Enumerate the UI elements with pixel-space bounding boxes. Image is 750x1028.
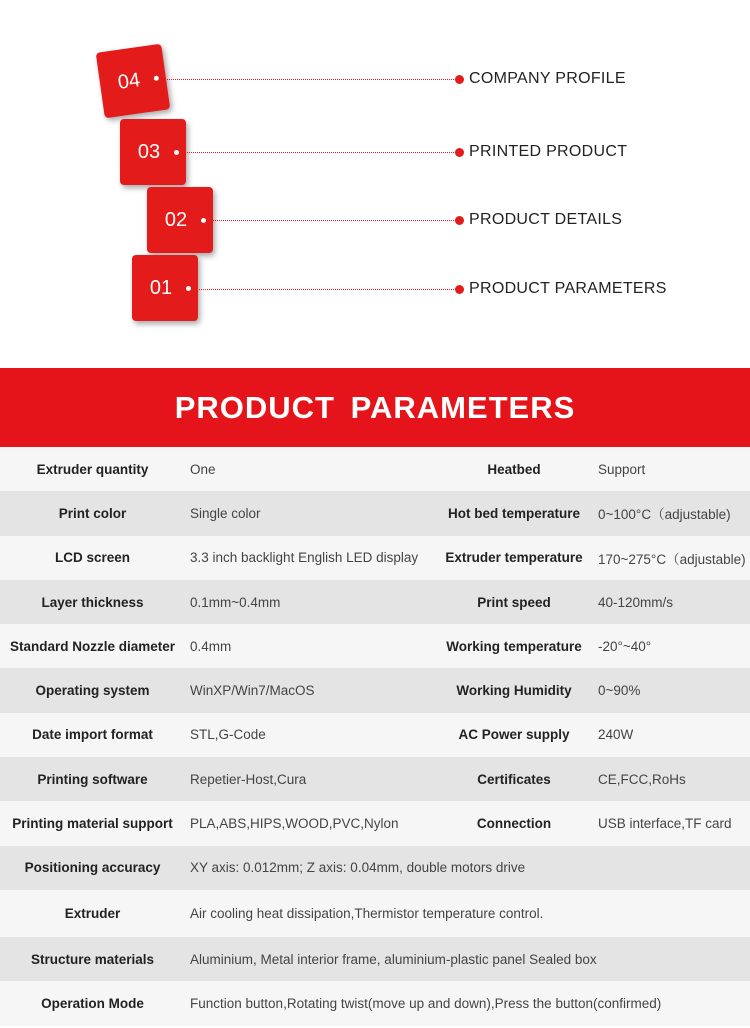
param-value: USB interface,TF card <box>598 816 732 832</box>
section-banner-title: PRODUCT PARAMETERS <box>0 368 750 447</box>
parameters-table <box>0 447 750 1026</box>
param-label: Connection <box>476 816 552 832</box>
nav-number: 01 <box>149 277 173 299</box>
nav-tile-03[interactable] <box>120 119 186 185</box>
param-value: 240W <box>598 727 634 743</box>
nav-label-product-details[interactable]: PRODUCT DETAILS <box>469 211 623 228</box>
dot-icon <box>455 148 464 157</box>
nav-tile-04[interactable] <box>96 44 171 119</box>
dot-icon <box>455 216 464 225</box>
param-label: Positioning accuracy <box>24 860 161 876</box>
param-value: Air cooling heat dissipation,Thermistor temperature control. <box>190 905 544 921</box>
table-row <box>0 491 750 535</box>
table-row <box>0 536 750 580</box>
param-value: 0.1mm~0.4mm <box>190 594 281 610</box>
table-row <box>0 668 750 712</box>
param-label: Certificates <box>477 771 551 787</box>
table-row <box>0 937 750 981</box>
param-label: Working Humidity <box>456 683 572 699</box>
param-value: XY axis: 0.012mm; Z axis: 0.04mm, double motors drive <box>190 860 526 876</box>
param-value: Repetier-Host,Cura <box>190 771 307 787</box>
section-navigation <box>0 0 750 368</box>
param-value: -20°~40° <box>598 638 652 654</box>
param-value: 170~275°C（adjustable) <box>598 551 746 567</box>
nav-number: 03 <box>137 141 161 163</box>
param-label: Date import format <box>32 727 153 743</box>
param-label: Working temperature <box>446 638 582 654</box>
dotted-connector <box>162 79 458 80</box>
param-label: AC Power supply <box>458 727 570 743</box>
table-row <box>0 580 750 624</box>
param-label: Extruder quantity <box>36 461 149 477</box>
param-label: Printing material support <box>12 816 173 832</box>
param-value: 40-120mm/s <box>598 594 674 610</box>
param-label: Operation Mode <box>41 995 144 1011</box>
param-label: LCD screen <box>54 550 131 566</box>
dotted-connector <box>182 152 458 153</box>
table-row <box>0 801 750 845</box>
param-label: Heatbed <box>487 461 541 477</box>
param-value: 0.4mm <box>190 638 232 654</box>
table-row <box>0 846 750 890</box>
table-row <box>0 981 750 1025</box>
param-value: One <box>190 461 216 477</box>
table-row <box>0 713 750 757</box>
param-value: CE,FCC,RoHs <box>598 771 686 787</box>
param-value: Single color <box>190 505 261 521</box>
param-label: Printing software <box>37 771 148 787</box>
nav-label-company-profile[interactable]: COMPANY PROFILE <box>469 70 626 87</box>
param-value: 0~90% <box>598 683 641 699</box>
param-value: 3.3 inch backlight English LED display <box>190 550 419 566</box>
param-label: Print speed <box>477 594 551 610</box>
dot-icon <box>154 75 160 81</box>
nav-label-product-parameters[interactable]: PRODUCT PARAMETERS <box>469 280 667 297</box>
param-label: Print color <box>58 505 127 521</box>
param-label: Structure materials <box>30 951 155 967</box>
dotted-connector <box>209 220 458 221</box>
param-label: Extruder temperature <box>445 550 583 566</box>
param-value: Function button,Rotating twist(move up and down),Press the button(confirmed) <box>190 995 662 1011</box>
param-value: Support <box>598 461 646 477</box>
nav-tile-01[interactable] <box>132 255 198 321</box>
dot-icon <box>455 285 464 294</box>
dot-icon <box>174 150 179 155</box>
table-row <box>0 757 750 801</box>
param-label: Hot bed temperature <box>447 505 581 521</box>
nav-number: 02 <box>164 209 188 231</box>
dot-icon <box>186 286 191 291</box>
param-value: 0~100°C（adjustable) <box>598 507 731 523</box>
nav-label-printed-product[interactable]: PRINTED PRODUCT <box>469 143 628 160</box>
dot-icon <box>201 218 206 223</box>
param-label: Layer thickness <box>41 594 144 610</box>
dot-icon <box>455 75 464 84</box>
param-value: Aluminium, Metal interior frame, aluminium-plastic panel Sealed box <box>190 951 597 967</box>
nav-number: 04 <box>116 69 142 94</box>
table-row <box>0 890 750 937</box>
param-label: Extruder <box>64 905 121 921</box>
param-value: PLA,ABS,HIPS,WOOD,PVC,Nylon <box>190 816 399 832</box>
nav-tile-02[interactable] <box>147 187 213 253</box>
dotted-connector <box>194 289 458 290</box>
param-value: STL,G-Code <box>190 727 266 743</box>
table-row <box>0 447 750 491</box>
param-value: WinXP/Win7/MacOS <box>190 683 315 699</box>
table-row <box>0 624 750 668</box>
param-label: Operating system <box>35 683 150 699</box>
param-label: Standard Nozzle diameter <box>9 638 176 654</box>
